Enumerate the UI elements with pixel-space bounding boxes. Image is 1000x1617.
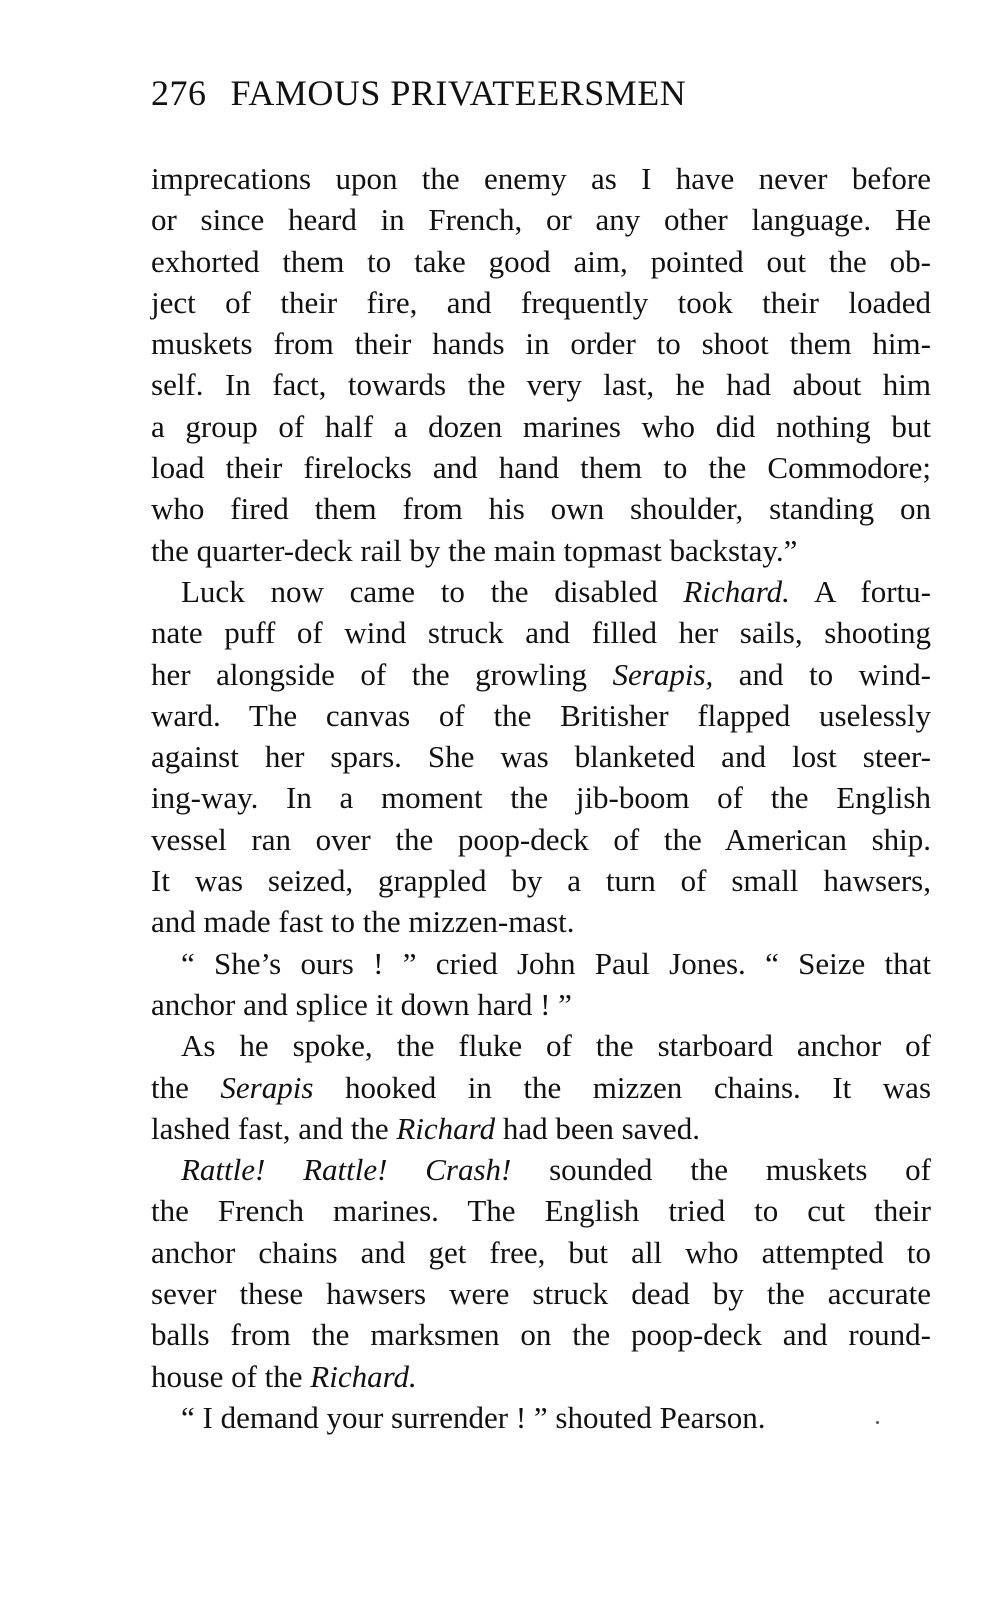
italic-text: Serapis [220, 1069, 314, 1105]
text-run: ward. The canvas of the Britisher flapped uselessly [151, 697, 931, 733]
text-line [151, 364, 931, 405]
text-line [151, 612, 931, 653]
text-run: imprecations upon the enemy as I have never before [151, 161, 931, 196]
text-line [151, 654, 931, 695]
running-header [151, 72, 931, 118]
text-run: balls from the marksmen on the poop-deck and round- [151, 1317, 931, 1353]
text-run: anchor chains and get free, but all who attempted to [151, 1234, 931, 1270]
text-line [151, 282, 931, 323]
text-line [151, 1314, 931, 1355]
text-line [151, 901, 931, 942]
text-line [151, 1356, 931, 1397]
text-run: nate puff of wind struck and filled her sails, shooting [151, 615, 931, 651]
text-run: and made fast to the mizzen-mast. [151, 904, 575, 940]
text-line [151, 241, 931, 282]
text-line [151, 984, 931, 1025]
text-run: anchor and splice it down hard ! ” [151, 986, 572, 1022]
text-line [151, 1025, 931, 1066]
text-run: had been saved. [495, 1110, 700, 1146]
text-run: “ She’s ours ! ” cried John Paul Jones. “ Seize that [181, 945, 931, 981]
text-line [151, 1108, 931, 1149]
text-line [151, 530, 931, 571]
text-line [151, 695, 931, 736]
page-number: 276 [151, 73, 207, 113]
text-run: a group of half a dozen marines who did nothing but [151, 408, 931, 444]
text-line [151, 943, 931, 984]
text-line [151, 1067, 931, 1108]
running-title: FAMOUS PRIVATEERSMEN [230, 73, 687, 113]
text-run: ject of their fire, and frequently took their loaded [151, 284, 931, 320]
body-text [151, 158, 931, 1438]
text-run: who fired them from his own shoulder, standing on [151, 491, 931, 527]
text-run: “ I demand your surrender ! ” shouted Pearson. [181, 1399, 766, 1435]
text-line [151, 571, 931, 612]
text-run: the French marines. The English tried to cut their [151, 1193, 931, 1229]
text-line [151, 1397, 931, 1438]
text-run: or since heard in French, or any other language. He [151, 202, 931, 238]
text-line [151, 323, 931, 364]
italic-text: Serapis, [612, 656, 714, 692]
italic-text: Richard [396, 1110, 496, 1146]
text-run: sever these hawsers were struck dead by the accurate [151, 1276, 931, 1312]
text-run: sounded the muskets of [511, 1152, 932, 1188]
text-run: house of the [151, 1358, 311, 1394]
text-run: self. In fact, towards the very last, he had about him [151, 367, 931, 403]
text-run: A fortu- [789, 573, 931, 609]
ink-speck [876, 1421, 879, 1424]
text-line [151, 860, 931, 901]
text-line [151, 1273, 931, 1314]
text-run: her alongside of the growling [151, 656, 613, 692]
text-line [151, 447, 931, 488]
text-line [151, 158, 931, 199]
text-run: vessel ran over the poop-deck of the American ship. [151, 821, 931, 857]
text-line [151, 199, 931, 240]
text-run: hooked in the mizzen chains. It was [313, 1069, 932, 1105]
text-run: ing-way. In a moment the jib-boom of the English [151, 780, 931, 816]
text-run: the [151, 1069, 221, 1105]
italic-text: Richard. [683, 573, 790, 609]
text-run: It was seized, grappled by a turn of small hawsers, [151, 863, 931, 899]
text-run: exhorted them to take good aim, pointed out the ob- [151, 243, 931, 279]
text-line [151, 488, 931, 529]
text-line [151, 777, 931, 818]
italic-text: Rattle! Rattle! Crash! [181, 1152, 512, 1188]
text-run: against her spars. She was blanketed and lost steer- [151, 739, 931, 775]
text-line [151, 819, 931, 860]
text-run: Luck now came to the disabled [181, 573, 684, 609]
text-line [151, 1190, 931, 1231]
text-run: and to wind- [713, 656, 931, 692]
text-run: As he spoke, the fluke of the starboard anchor of [181, 1028, 931, 1064]
text-run: muskets from their hands in order to shoot them him- [151, 326, 931, 362]
text-line [151, 406, 931, 447]
text-line [151, 736, 931, 777]
text-run: the quarter-deck rail by the main topmast backstay.” [151, 532, 798, 568]
text-line [151, 1149, 931, 1190]
text-run: lashed fast, and the [151, 1110, 397, 1146]
text-line [151, 1232, 931, 1273]
italic-text: Richard. [310, 1358, 417, 1394]
text-run: load their firelocks and hand them to the Commodore; [151, 450, 931, 486]
